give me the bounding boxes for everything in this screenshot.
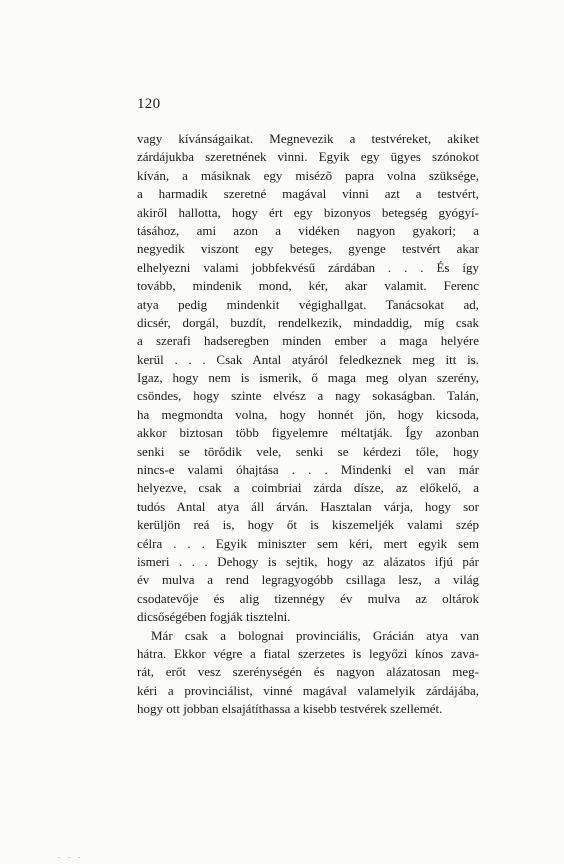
- text-line: a szerafi hadseregben minden ember a maga helyére: [137, 333, 479, 349]
- text-line: akkor biztosan több figyelemre méltatják. Így azonban: [137, 425, 479, 441]
- text-line: év mulva a rend legragyogóbb csillaga lesz, a világ: [137, 572, 479, 588]
- text-line: hogy ott jobban elsajátíthassa a kisebb testvérek szellemét.: [137, 701, 443, 717]
- text-line: Már csak a bolognai provinciális, Grácián atya van: [151, 627, 479, 643]
- text-line: akiről hallotta, hogy ért egy bizonyos betegség gyógyí-: [137, 204, 479, 220]
- text-line: kerül . . . Csak Antal atyáról feledkeznek meg itt is.: [137, 351, 479, 367]
- text-line: Igaz, hogy nem is ismerik, ő maga meg olyan szerény,: [137, 370, 479, 386]
- paragraph: [137, 130, 479, 627]
- text-line: atya pedig mindenkit végighallgat. Tanácsokat ad,: [137, 296, 479, 312]
- text-line: kéri a provinciálist, vinné magával valamelyik zárdájába,: [137, 682, 479, 698]
- text-line: tudós Antal atya áll árván. Hasztalan várja, hogy sor: [137, 498, 479, 514]
- text-line: célra . . . Egyik miniszter sem kéri, mert egyik sem: [137, 535, 479, 551]
- text-line: a harmadik szeretné magával vinni azt a testvért,: [137, 186, 479, 202]
- text-line: elhelyezni valami jobbfekvésű zárdában . . . És így: [137, 259, 479, 275]
- text-line: csodatevője és alig tizennégy év mulva az oltárok: [137, 590, 479, 606]
- text-line: hátra. Ekkor végre a fiatal szerzetes is legyőzi kínos zava-: [137, 645, 479, 661]
- body-text: [137, 130, 479, 719]
- page-number: 120: [137, 96, 161, 112]
- text-line: helyezve, csak a coimbriai zárda dísze, az előkelő, a: [137, 480, 479, 496]
- text-line: dicsőségében fogják tisztelni.: [137, 609, 291, 625]
- text-line: dicsér, dorgál, buzdít, rendelkezik, mindaddig, míg csak: [137, 314, 479, 330]
- text-line: ha megmondta volna, hogy honnét jön, hogy kicsoda,: [137, 406, 479, 422]
- text-line: zárdájukba szeretnének vinni. Egyik egy ügyes szónokot: [137, 149, 479, 165]
- text-line: tásához, ami azon a vidéken nagyon gyakori; a: [137, 222, 479, 238]
- text-line: vagy kívánságaikat. Megnevezik a testvéreket, akiket: [137, 131, 479, 146]
- text-line: nincs-e valami óhajtása . . . Mindenki el van már: [137, 462, 479, 478]
- text-line: kíván, a másiknak egy misézõ papra volna szüksége,: [137, 167, 479, 183]
- text-line: kerüljön reá is, hogy őt is kiszemeljék valami szép: [137, 517, 479, 533]
- text-line: negyedik viszont egy beteges, gyenge testvért akar: [137, 241, 479, 257]
- text-line: tovább, mindenik mond, kér, akar valamit. Ferenc: [137, 278, 479, 294]
- margin-marks: . . .: [58, 851, 83, 860]
- text-line: csöndes, hogy szinte elvész a nagy sokaságban. Talán,: [137, 388, 479, 404]
- text-line: senki se törődik vele, senki se kérdezi tőle, hogy: [137, 443, 479, 459]
- paragraph: [137, 627, 479, 719]
- text-line: ismeri . . . Dehogy is sejtik, hogy az alázatos ifjú pár: [137, 553, 479, 569]
- text-line: rát, erőt vesz szerénységén és nagyon alázatosan meg-: [137, 664, 479, 680]
